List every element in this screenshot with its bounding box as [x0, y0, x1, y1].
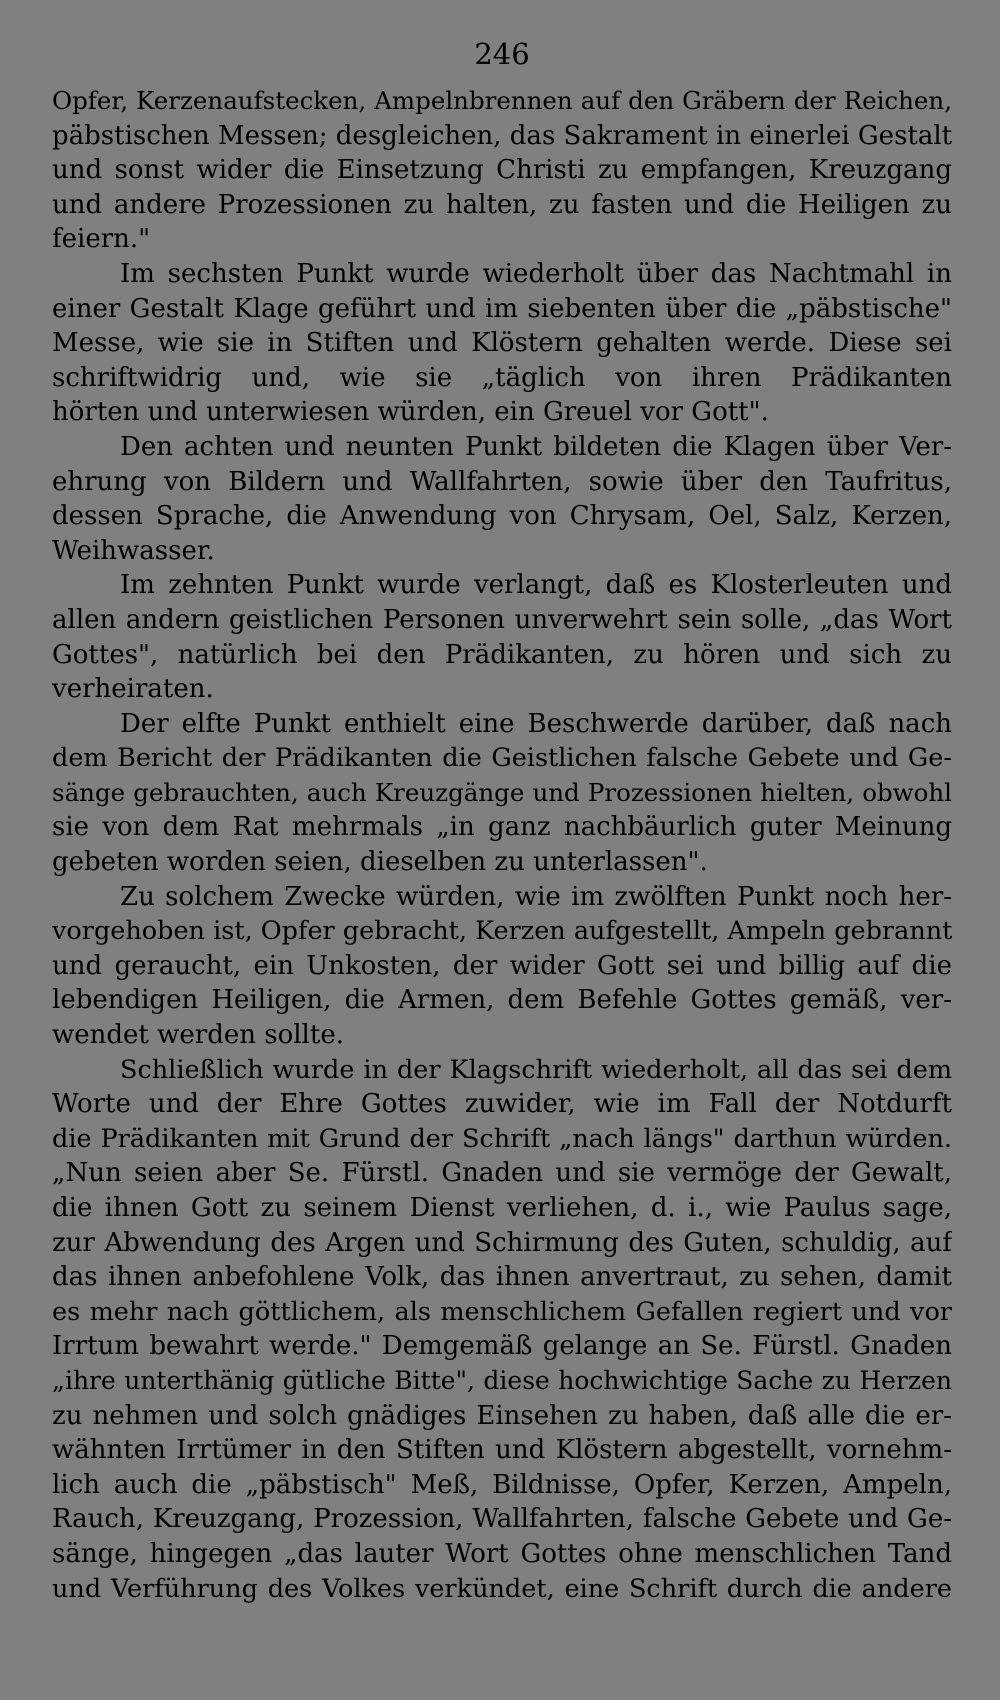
text-line: gebeten worden seien, dieselben zu unterlassen".	[52, 847, 708, 878]
text-line: Gottes", natürlich bei den Prädikanten, zu hören und sich zu	[52, 639, 952, 670]
text-line: ehrung von Bildern und Wallfahrten, sowie über den Taufritus,	[52, 466, 952, 497]
text-line: Der elfte Punkt enthielt eine Beschwerde darüber, daß nach	[120, 708, 952, 739]
text-line: schriftwidrig und, wie sie „täglich von ihren Prädikanten	[52, 362, 952, 393]
text-line: sie von dem Rat mehrmals „in ganz nachbäurlich guter Meinung	[52, 812, 952, 843]
text-line: päbstischen Messen; desgleichen, das Sakrament in einerlei Gestalt	[52, 120, 952, 151]
text-line: Opfer, Kerzenaufstecken, Ampelnbrennen auf den Gräbern der Reichen,	[52, 86, 952, 115]
text-line: und Verführung des Volkes verkündet, eine Schrift durch die andere	[52, 1573, 952, 1604]
text-line: Rauch, Kreuzgang, Prozession, Wallfahrten, falsche Gebete und Ge-	[52, 1504, 952, 1535]
text-line: verheiraten.	[52, 674, 214, 705]
text-body	[52, 84, 952, 1606]
text-line: zu nehmen und solch gnädiges Einsehen zu haben, daß alle die er-	[52, 1400, 952, 1431]
text-line: Messe, wie sie in Stiften und Klöstern gehalten werde. Diese sei	[52, 328, 952, 359]
text-line: lebendigen Heiligen, die Armen, dem Befehle Gottes gemäß, ver-	[52, 985, 952, 1016]
text-line: Zu solchem Zwecke würden, wie im zwölften Punkt noch her-	[120, 881, 952, 912]
text-line: lich auch die „päbstisch" Meß, Bildnisse, Opfer, Kerzen, Ampeln,	[52, 1469, 952, 1500]
text-line: die ihnen Gott zu seinem Dienst verliehen, d. i., wie Paulus sage,	[52, 1193, 952, 1223]
text-line: Irrtum bewahrt werde." Demgemäß gelange an Se. Fürstl. Gnaden	[52, 1331, 952, 1362]
text-line: wähnten Irrtümer in den Stiften und Klöstern abgestellt, vornehm-	[52, 1435, 952, 1466]
text-line: Im zehnten Punkt wurde verlangt, daß es Klosterleuten und	[120, 570, 952, 601]
text-line: zur Abwendung des Argen und Schirmung des Guten, schuldig, auf	[52, 1227, 952, 1258]
text-line: es mehr nach göttlichem, als menschlichem Gefallen regiert und vor	[52, 1296, 952, 1327]
text-line: das ihnen anbefohlene Volk, das ihnen anvertraut, zu sehen, damit	[52, 1262, 952, 1293]
text-line: allen andern geistlichen Personen unverwehrt sein solle, „das Wort	[52, 604, 952, 635]
text-line: Den achten und neunten Punkt bildeten die Klagen über Ver-	[120, 431, 952, 462]
text-line: dem Bericht der Prädikanten die Geistlichen falsche Gebete und Ge-	[52, 743, 952, 774]
text-line: Weihwasser.	[52, 535, 215, 566]
text-line: Schließlich wurde in der Klagschrift wiederholt, all das sei dem	[120, 1054, 952, 1085]
text-line: vorgehoben ist, Opfer gebracht, Kerzen aufgestellt, Ampeln gebrannt	[52, 916, 952, 947]
text-line: und andere Prozessionen zu halten, zu fasten und die Heiligen zu	[52, 189, 952, 220]
text-line: Im sechsten Punkt wurde wiederholt über das Nachtmahl in	[120, 258, 952, 289]
text-line: wendet werden sollte.	[52, 1020, 344, 1051]
text-line: sänge, hingegen „das lauter Wort Gottes ohne menschlichen Tand	[52, 1538, 952, 1569]
text-line: „Nun seien aber Se. Fürstl. Gnaden und sie vermöge der Gewalt,	[52, 1158, 952, 1189]
text-line: sänge gebrauchten, auch Kreuzgänge und Prozessionen hielten, obwohl	[52, 777, 952, 807]
page-number: 246	[474, 37, 530, 71]
text-line: dessen Sprache, die Anwendung von Chrysam, Oel, Salz, Kerzen,	[52, 501, 952, 532]
text-line: und geraucht, ein Unkosten, der wider Gott sei und billig auf die	[52, 950, 952, 981]
text-line: und sonst wider die Einsetzung Christi zu empfangen, Kreuzgang	[52, 155, 952, 186]
text-line: einer Gestalt Klage geführt und im siebenten über die „päbstische"	[52, 293, 952, 324]
text-line: Worte und der Ehre Gottes zuwider, wie im Fall der Notdurft	[52, 1089, 952, 1120]
text-line: feiern."	[52, 224, 151, 255]
text-line: die Prädikanten mit Grund der Schrift „nach längs" darthun würden.	[52, 1123, 952, 1154]
text-line: „ihre unterthänig gütliche Bitte", diese hochwichtige Sache zu Herzen	[52, 1365, 952, 1395]
text-line: hörten und unterwiesen würden, ein Greuel vor Gott".	[52, 397, 769, 428]
